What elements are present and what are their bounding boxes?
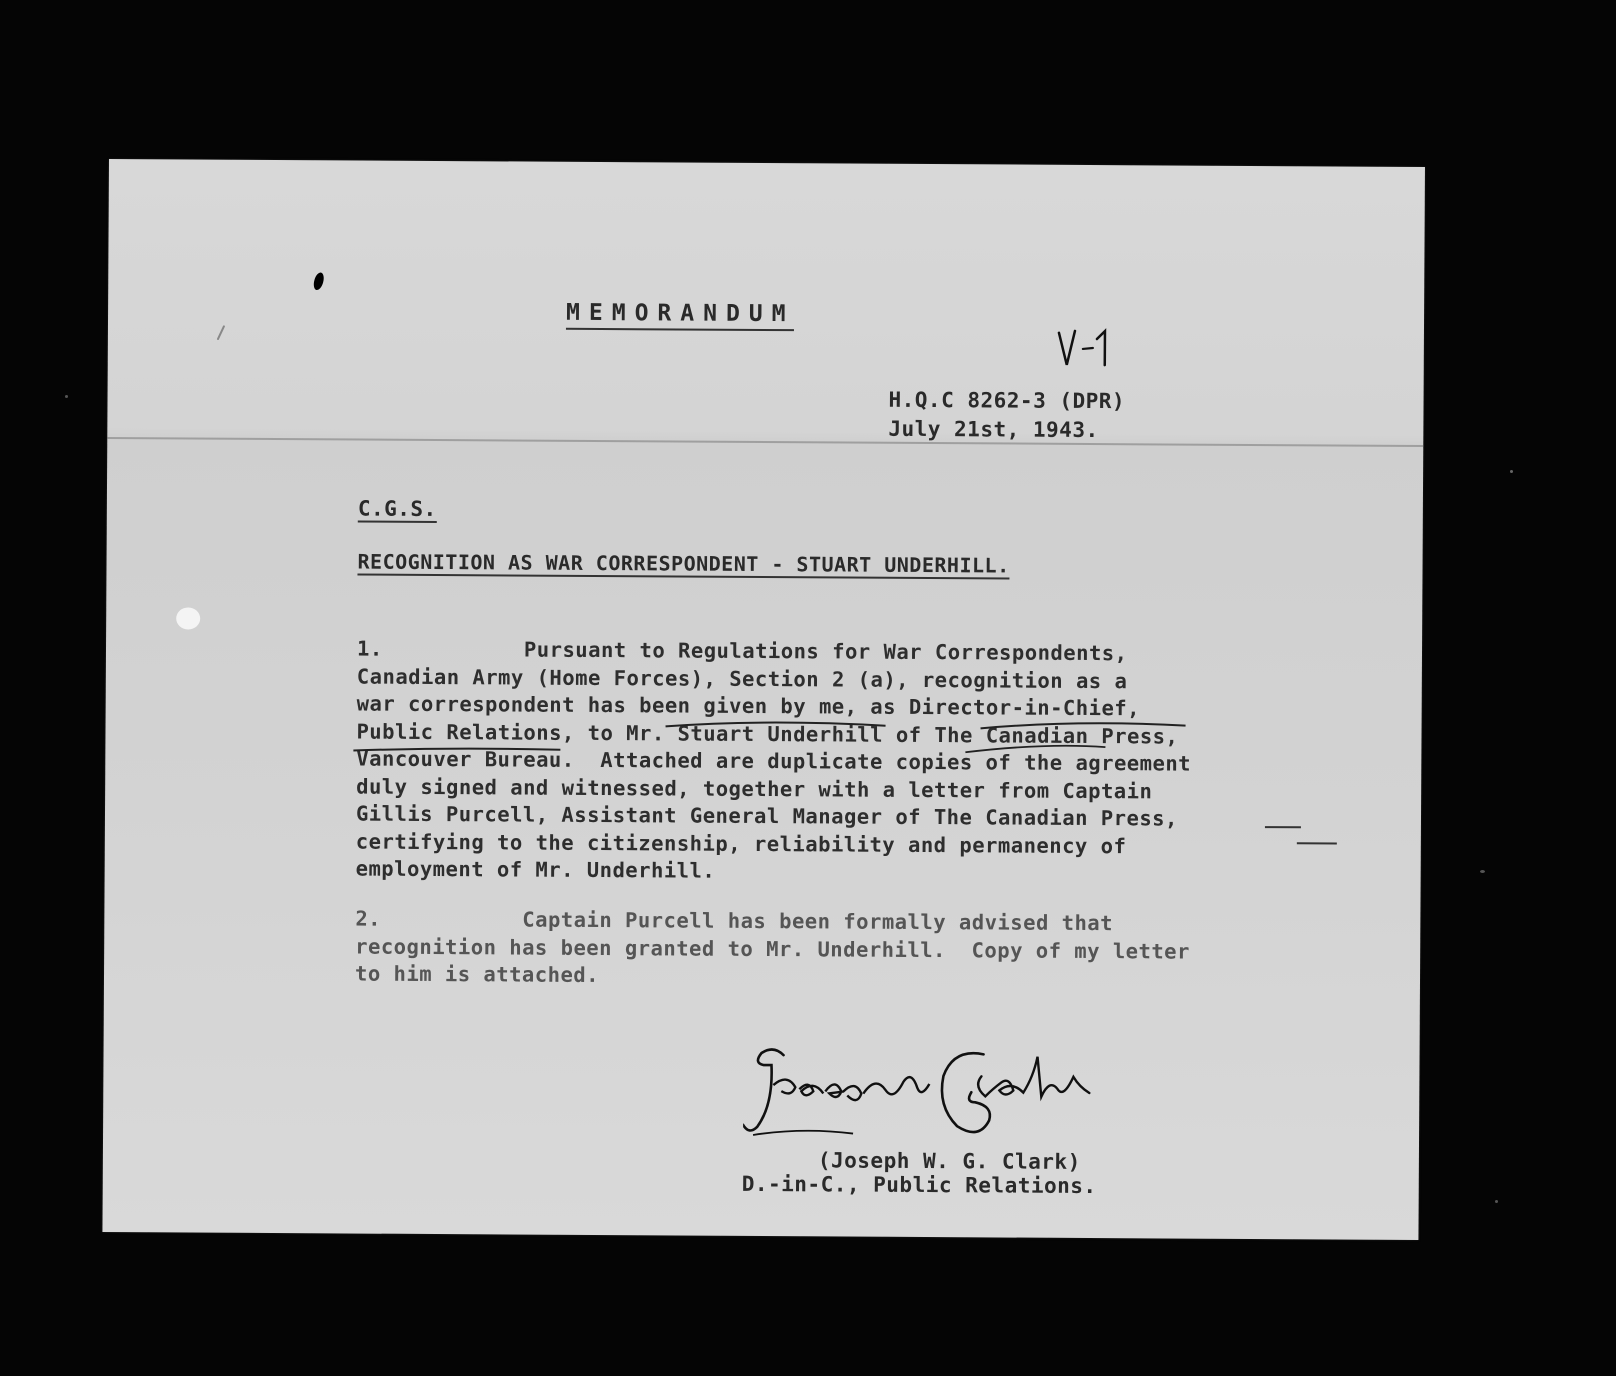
paragraph-2 (355, 906, 1190, 994)
margin-mark (1265, 826, 1301, 828)
film-speck (1495, 1200, 1498, 1203)
paragraph-line: 2. Captain Purcell has been formally advised that (355, 906, 1114, 936)
memo-title: MEMORANDUM (566, 300, 795, 331)
film-speck (1480, 870, 1485, 873)
paragraph-line: duly signed and witnessed, together with a letter from Captain (356, 774, 1153, 803)
signatory-title: D.-in-C., Public Relations. (741, 1171, 1097, 1199)
paragraph-line: certifying to the citizenship, reliability and permanency of (355, 829, 1127, 858)
pen-underline-marks (345, 710, 1225, 755)
signature-block (742, 1148, 1097, 1198)
paragraph-line: Canadian Army (Home Forces), Section 2 (a), recognition as a (356, 664, 1128, 693)
signatory-name: (Joseph W. G. Clark) (817, 1148, 1081, 1174)
stray-mark (217, 325, 226, 340)
paragraph-line: recognition has been granted to Mr. Underhill. Copy of my letter (355, 934, 1190, 964)
white-spot (176, 607, 200, 629)
handwritten-note (1053, 325, 1133, 375)
fold-line (107, 437, 1423, 447)
handwritten-signature (743, 1035, 1104, 1152)
subject-line: RECOGNITION AS WAR CORRESPONDENT - STUART UNDERHILL. (357, 549, 1010, 578)
paragraph-line: employment of Mr. Underhill. (355, 856, 716, 883)
reference-block (888, 386, 1125, 445)
paragraph-line: Public Relations, to Mr. Stuart Underhill of The Canadian Press, (356, 719, 1179, 749)
ink-blot (312, 271, 325, 291)
paragraph-line: 1. Pursuant to Regulations for War Correspondents, (356, 636, 1128, 666)
paragraph-line: to him is attached. (354, 961, 600, 988)
film-speck (65, 395, 68, 398)
paragraph-line: Gillis Purcell, Assistant General Manager of The Canadian Press, (355, 801, 1178, 831)
paragraph-line: war correspondent has been given by me, as Director-in-Chief, (356, 691, 1141, 721)
addressee: C.G.S. (357, 496, 437, 522)
paragraph-line: Vancouver Bureau. Attached are duplicate copies of the agreement (356, 746, 1192, 776)
memo-date: July 21st, 1943. (888, 416, 1099, 443)
margin-mark (1297, 842, 1337, 844)
memo-page (102, 159, 1425, 1240)
paragraph-1 (356, 636, 1192, 889)
film-speck (1510, 470, 1513, 473)
reference-number: H.Q.C 8262-3 (DPR) (888, 387, 1126, 414)
